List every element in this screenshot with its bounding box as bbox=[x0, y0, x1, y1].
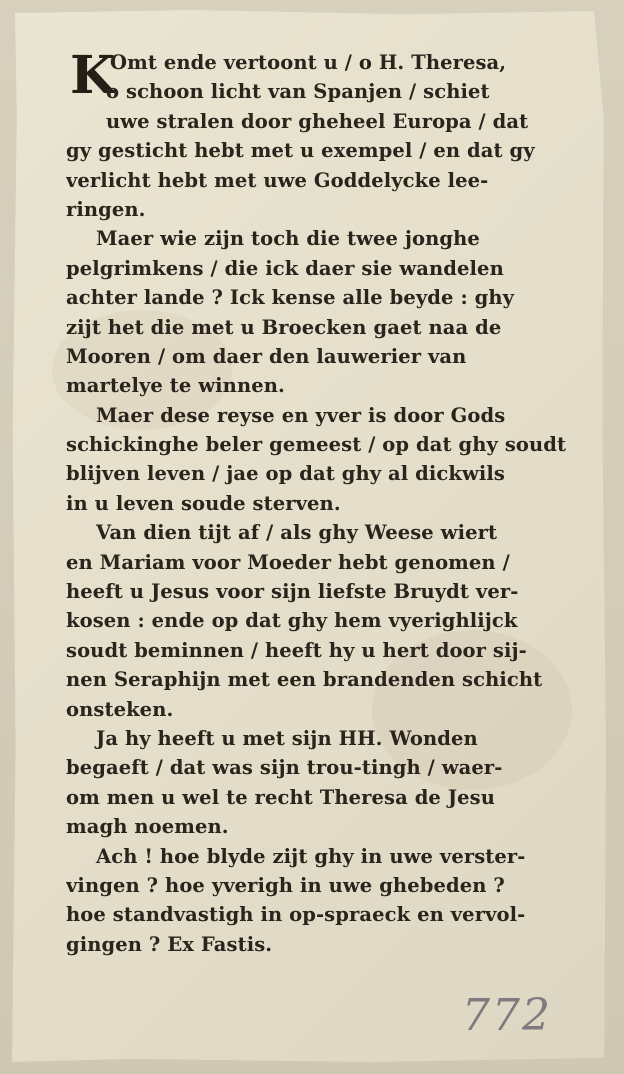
text-line: vingen ? hoe yverigh in uwe ghebeden ? bbox=[66, 873, 505, 897]
text-line: uwe stralen door gheheel Europa / dat bbox=[106, 109, 529, 133]
text-line: Omt ende vertoont u / o H. Theresa, bbox=[110, 51, 507, 74]
text-line: en Mariam voor Moeder hebt genomen / bbox=[66, 550, 510, 574]
text-line: Ach ! hoe blyde zijt ghy in uwe verster- bbox=[96, 844, 526, 868]
text-line: gingen ? Ex Fastis. bbox=[66, 932, 273, 956]
text-line: zijt het die met u Broecken gaet naa de bbox=[66, 315, 502, 339]
text-line: blijven leven / jae op dat ghy al dickwils bbox=[66, 462, 505, 486]
text-line: in u leven soude sterven. bbox=[66, 491, 341, 515]
text-line: magh noemen. bbox=[66, 815, 229, 839]
text-line: martelye te winnen. bbox=[66, 374, 285, 398]
text-line: Van dien tijt af / als ghy Weese wiert bbox=[96, 521, 498, 545]
text-line: schickinghe beler gemeest / op dat ghy soudt bbox=[66, 433, 567, 457]
text-line: soudt beminnen / heeft hy u hert door sij- bbox=[66, 638, 527, 662]
text-line: achter lande ? Ick kense alle beyde : ghy bbox=[66, 286, 515, 310]
printed-text bbox=[66, 45, 600, 959]
text-line: begaeft / dat was sijn trou-tingh / waer- bbox=[66, 756, 503, 780]
text-line: gy gesticht hebt met u exempel / en dat gy bbox=[66, 139, 535, 163]
handwritten-shelfmark: 772 bbox=[462, 990, 552, 1041]
text-line: Ja hy heeft u met sijn HH. Wonden bbox=[96, 726, 478, 750]
drop-cap: K bbox=[70, 45, 116, 106]
text-line: kosen : ende op dat ghy hem vyerighlijck bbox=[66, 609, 518, 633]
text-line: om men u wel te recht Theresa de Jesu bbox=[66, 785, 496, 809]
text-line: o schoon licht van Spanjen / schiet bbox=[106, 80, 490, 104]
text-line: heeft u Jesus voor sijn liefste Bruydt ver- bbox=[66, 580, 519, 604]
text-line: Maer dese reyse en yver is door Gods bbox=[96, 403, 506, 427]
text-line: onsteken. bbox=[66, 697, 174, 721]
text-line: hoe standvastigh in op-spraeck en vervol- bbox=[66, 903, 526, 927]
text-line: verlicht hebt met uwe Goddelycke lee- bbox=[66, 168, 489, 192]
text-line: nen Seraphijn met een brandenden schicht bbox=[66, 668, 543, 692]
text-line: Maer wie zijn toch die twee jonghe bbox=[96, 227, 480, 251]
text-line: ringen. bbox=[66, 197, 146, 221]
text-line: pelgrimkens / die ick daer sie wandelen bbox=[66, 256, 504, 280]
text-line: Mooren / om daer den lauwerier van bbox=[66, 344, 467, 368]
